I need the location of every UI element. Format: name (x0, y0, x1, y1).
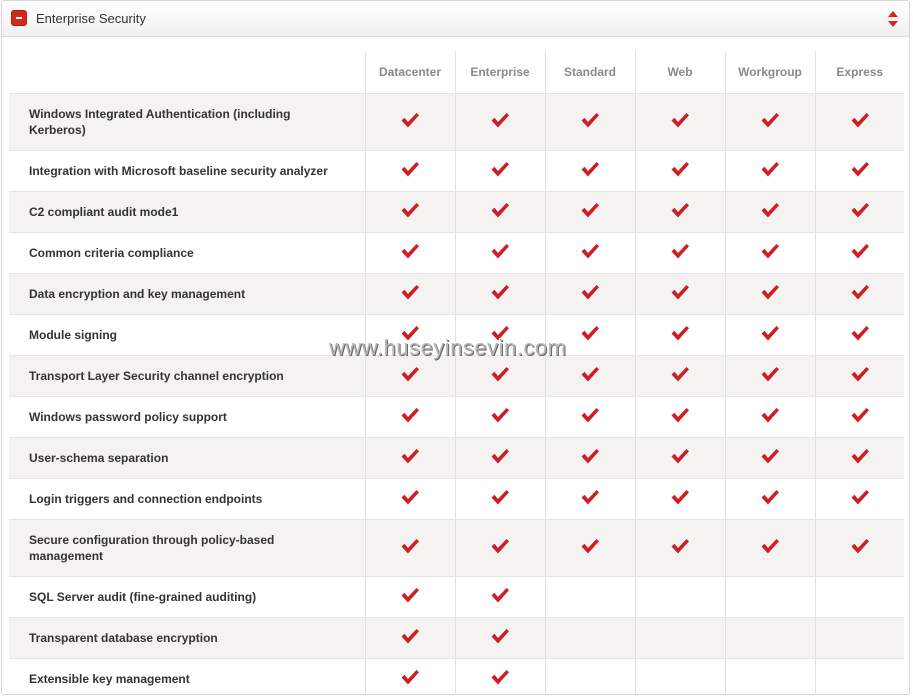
table-row (9, 233, 904, 274)
support-cell-express (815, 479, 904, 520)
check-icon (850, 202, 870, 219)
check-icon (760, 538, 780, 555)
support-cell-web (635, 438, 725, 479)
support-cell-express (815, 659, 904, 696)
feature-table-wrapper (9, 51, 904, 695)
support-cell-datacenter (365, 315, 455, 356)
check-icon (760, 489, 780, 506)
table-row (9, 520, 904, 577)
check-icon (400, 489, 420, 506)
support-cell-web (635, 192, 725, 233)
support-cell-enterprise (455, 618, 545, 659)
support-cell-workgroup (725, 397, 815, 438)
check-icon (580, 325, 600, 342)
watermark-text: www.huseyinsevin.com (329, 335, 567, 360)
support-cell-web (635, 274, 725, 315)
support-cell-standard (545, 397, 635, 438)
support-cell-datacenter (365, 520, 455, 577)
check-icon (580, 284, 600, 301)
support-cell-web (635, 618, 725, 659)
support-cell-workgroup (725, 618, 815, 659)
column-header-enterprise: Enterprise (455, 51, 545, 94)
support-cell-standard (545, 520, 635, 577)
table-row (9, 618, 904, 659)
support-cell-web (635, 356, 725, 397)
support-cell-standard (545, 438, 635, 479)
support-cell-workgroup (725, 356, 815, 397)
support-cell-web (635, 659, 725, 696)
support-cell-standard (545, 151, 635, 192)
support-cell-express (815, 356, 904, 397)
column-header-workgroup: Workgroup (725, 51, 815, 94)
support-cell-enterprise (455, 438, 545, 479)
feature-name: Common criteria compliance (9, 233, 365, 274)
support-cell-standard (545, 618, 635, 659)
check-icon (670, 284, 690, 301)
support-cell-enterprise (455, 274, 545, 315)
support-cell-enterprise (455, 94, 545, 151)
panel-title: Enterprise Security (36, 11, 146, 26)
support-cell-express (815, 618, 904, 659)
support-cell-enterprise (455, 356, 545, 397)
table-row (9, 356, 904, 397)
feature-name: Transparent database encryption (9, 618, 365, 659)
support-cell-workgroup (725, 520, 815, 577)
check-icon (760, 325, 780, 342)
check-icon (670, 489, 690, 506)
support-cell-datacenter (365, 659, 455, 696)
check-icon (400, 112, 420, 129)
support-cell-express (815, 94, 904, 151)
feature-name: Windows password policy support (9, 397, 365, 438)
support-cell-web (635, 94, 725, 151)
support-cell-express (815, 233, 904, 274)
support-cell-standard (545, 233, 635, 274)
feature-name: Data encryption and key management (9, 274, 365, 315)
support-cell-datacenter (365, 397, 455, 438)
support-cell-workgroup (725, 659, 815, 696)
check-icon (850, 489, 870, 506)
support-cell-datacenter (365, 233, 455, 274)
check-icon (580, 538, 600, 555)
table-header-row (9, 51, 904, 94)
column-header-standard: Standard (545, 51, 635, 94)
support-cell-standard (545, 315, 635, 356)
check-icon (490, 407, 510, 424)
support-cell-express (815, 274, 904, 315)
support-cell-standard (545, 356, 635, 397)
feature-name: Secure configuration through policy-based management (9, 520, 365, 577)
check-icon (400, 448, 420, 465)
feature-name: Login triggers and connection endpoints (9, 479, 365, 520)
support-cell-datacenter (365, 577, 455, 618)
table-body (9, 94, 904, 696)
support-cell-express (815, 438, 904, 479)
support-cell-web (635, 397, 725, 438)
support-cell-web (635, 233, 725, 274)
support-cell-standard (545, 192, 635, 233)
table-row (9, 438, 904, 479)
check-icon (760, 243, 780, 260)
support-cell-web (635, 479, 725, 520)
support-cell-enterprise (455, 479, 545, 520)
support-cell-enterprise (455, 577, 545, 618)
check-icon (850, 161, 870, 178)
check-icon (580, 161, 600, 178)
support-cell-workgroup (725, 192, 815, 233)
column-header-express: Express (815, 51, 904, 94)
support-cell-web (635, 315, 725, 356)
check-icon (850, 284, 870, 301)
check-icon (760, 284, 780, 301)
check-icon (850, 112, 870, 129)
support-cell-datacenter (365, 356, 455, 397)
check-icon (490, 202, 510, 219)
support-cell-workgroup (725, 577, 815, 618)
check-icon (490, 325, 510, 342)
feature-comparison-table (9, 51, 904, 695)
support-cell-standard (545, 577, 635, 618)
feature-column-header (9, 51, 365, 94)
check-icon (760, 202, 780, 219)
support-cell-enterprise (455, 315, 545, 356)
check-icon (670, 325, 690, 342)
minus-icon[interactable] (11, 10, 27, 26)
support-cell-workgroup (725, 151, 815, 192)
table-row (9, 577, 904, 618)
feature-name: Transport Layer Security channel encryption (9, 356, 365, 397)
support-cell-enterprise (455, 520, 545, 577)
support-cell-workgroup (725, 479, 815, 520)
support-cell-datacenter (365, 438, 455, 479)
check-icon (850, 366, 870, 383)
check-icon (760, 407, 780, 424)
check-icon (400, 325, 420, 342)
support-cell-standard (545, 94, 635, 151)
sort-arrows-icon[interactable] (887, 10, 899, 28)
table-row (9, 659, 904, 696)
support-cell-workgroup (725, 233, 815, 274)
feature-name: User-schema separation (9, 438, 365, 479)
check-icon (850, 538, 870, 555)
support-cell-workgroup (725, 274, 815, 315)
check-icon (490, 628, 510, 645)
column-header-web: Web (635, 51, 725, 94)
check-icon (400, 628, 420, 645)
check-icon (760, 448, 780, 465)
check-icon (670, 448, 690, 465)
table-row (9, 94, 904, 151)
check-icon (400, 161, 420, 178)
check-icon (400, 538, 420, 555)
feature-name: Extensible key management (9, 659, 365, 696)
check-icon (490, 243, 510, 260)
support-cell-standard (545, 479, 635, 520)
check-icon (400, 587, 420, 604)
table-row (9, 315, 904, 356)
check-icon (580, 448, 600, 465)
check-icon (490, 161, 510, 178)
support-cell-workgroup (725, 94, 815, 151)
feature-name: C2 compliant audit mode1 (9, 192, 365, 233)
check-icon (580, 366, 600, 383)
check-icon (490, 538, 510, 555)
check-icon (760, 366, 780, 383)
check-icon (400, 202, 420, 219)
support-cell-datacenter (365, 618, 455, 659)
feature-name: Windows Integrated Authentication (including Kerberos) (9, 94, 365, 151)
check-icon (490, 587, 510, 604)
support-cell-datacenter (365, 192, 455, 233)
support-cell-datacenter (365, 479, 455, 520)
support-cell-standard (545, 659, 635, 696)
table-row (9, 151, 904, 192)
feature-name: Integration with Microsoft baseline security analyzer (9, 151, 365, 192)
support-cell-express (815, 192, 904, 233)
support-cell-enterprise (455, 151, 545, 192)
check-icon (400, 366, 420, 383)
check-icon (850, 325, 870, 342)
support-cell-workgroup (725, 438, 815, 479)
support-cell-workgroup (725, 315, 815, 356)
check-icon (400, 284, 420, 301)
check-icon (670, 202, 690, 219)
check-icon (850, 448, 870, 465)
check-icon (490, 489, 510, 506)
check-icon (580, 407, 600, 424)
check-icon (400, 243, 420, 260)
check-icon (490, 669, 510, 686)
support-cell-express (815, 151, 904, 192)
check-icon (580, 489, 600, 506)
check-icon (670, 407, 690, 424)
feature-name: Module signing (9, 315, 365, 356)
table-row (9, 192, 904, 233)
check-icon (670, 366, 690, 383)
support-cell-web (635, 577, 725, 618)
check-icon (850, 407, 870, 424)
support-cell-enterprise (455, 397, 545, 438)
enterprise-security-panel (1, 0, 910, 695)
support-cell-express (815, 577, 904, 618)
support-cell-enterprise (455, 192, 545, 233)
support-cell-web (635, 151, 725, 192)
check-icon (850, 243, 870, 260)
check-icon (670, 161, 690, 178)
support-cell-web (635, 520, 725, 577)
check-icon (760, 112, 780, 129)
support-cell-enterprise (455, 659, 545, 696)
support-cell-datacenter (365, 274, 455, 315)
check-icon (580, 243, 600, 260)
table-row (9, 479, 904, 520)
support-cell-datacenter (365, 94, 455, 151)
support-cell-enterprise (455, 233, 545, 274)
support-cell-express (815, 520, 904, 577)
check-icon (490, 448, 510, 465)
check-icon (760, 161, 780, 178)
table-row (9, 397, 904, 438)
panel-header[interactable] (2, 1, 909, 37)
check-icon (400, 669, 420, 686)
check-icon (490, 284, 510, 301)
check-icon (580, 202, 600, 219)
check-icon (580, 112, 600, 129)
support-cell-datacenter (365, 151, 455, 192)
check-icon (670, 243, 690, 260)
support-cell-express (815, 397, 904, 438)
support-cell-express (815, 315, 904, 356)
support-cell-standard (545, 274, 635, 315)
column-header-datacenter: Datacenter (365, 51, 455, 94)
feature-name: SQL Server audit (fine-grained auditing) (9, 577, 365, 618)
table-row (9, 274, 904, 315)
check-icon (400, 407, 420, 424)
check-icon (670, 538, 690, 555)
check-icon (490, 112, 510, 129)
check-icon (490, 366, 510, 383)
check-icon (670, 112, 690, 129)
